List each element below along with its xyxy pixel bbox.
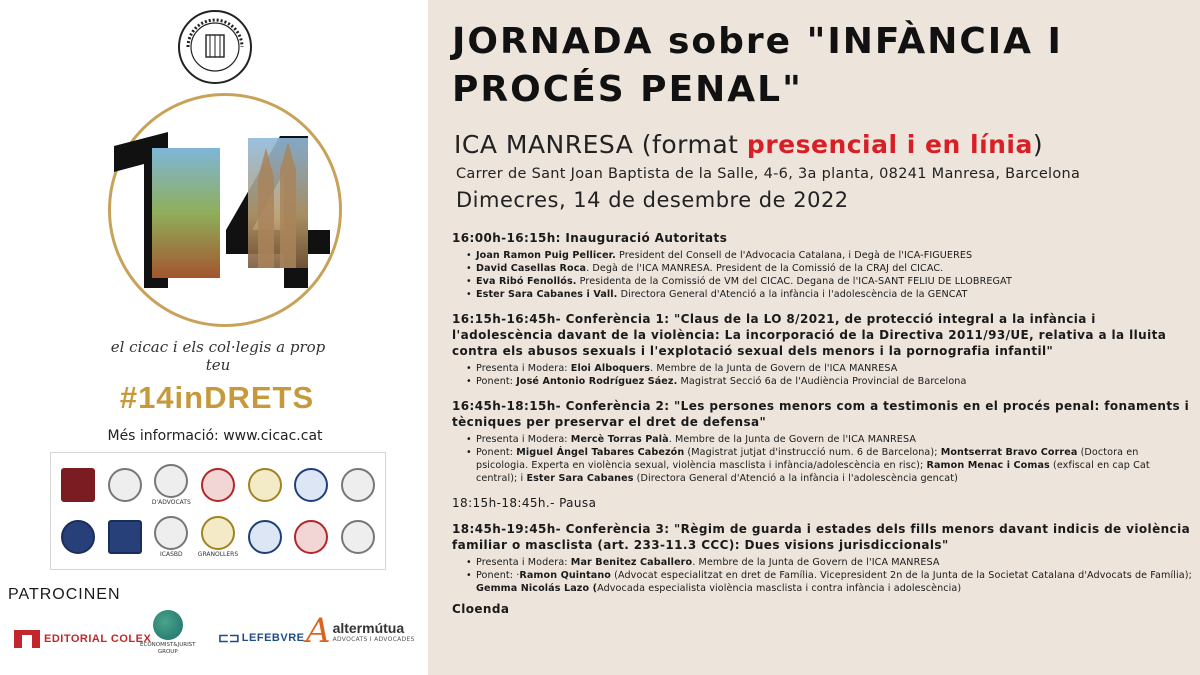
list-item: • Ponent: Miguel Ángel Tabares Cabezón (Magistrat jutjat d'instrucció num. 6 de Barcelona); Montserrat Bravo Correa (Doctora en psicologia. Experta en violència sexual, violència masclista i infància/adolescència en risc); Ramon Menac i Comas (exfiscal en cap Cat central); i Ester Sara Cabanes (Directora General d'Atenció a la infància i l'adolescència gencat)	[466, 446, 1192, 485]
bar-logo	[292, 515, 330, 559]
tree-icon	[153, 610, 183, 640]
list-item: • Ponent: ·Ramon Quintano (Advocat especialitzat en dret de Família. Vicepresident 2n de la Junta de la Societat Catalana d'Advocats de Família); Gemma Nicolás Lazo (Advocada especialista violència masclista i contra infància i adolescència)	[466, 569, 1192, 595]
bar-logo	[59, 463, 97, 507]
big-14-graphic	[108, 118, 338, 298]
sponsor-altermutua[interactable]: A altermútua ADVOCATS I ADVOCADES	[306, 611, 415, 651]
sponsors-logos	[10, 610, 422, 666]
program	[452, 230, 1192, 617]
bar-logo	[246, 515, 284, 559]
bar-associations-logos	[50, 452, 386, 570]
list-item: • Eva Ribó Fenollós. Presidenta de la Comissió de VM del CICAC. Degana de l'ICA-SANT FELIU DE LLOBREGAT	[466, 275, 1192, 288]
list-item: • David Casellas Roca. Degà de l'ICA MANRESA. President de la Comissió de la CRAJ del CICAC.	[466, 262, 1192, 275]
left-panel	[0, 0, 428, 675]
bar-logo: D'ADVOCATS	[152, 463, 190, 507]
sponsor-editorial-colex[interactable]: EDITORIAL COLEX	[14, 630, 151, 648]
session-heading: 16:00h-16:15h: Inauguració Autoritats	[452, 231, 728, 245]
list-item: • Joan Ramon Puig Pellicer. President del Consell de l'Advocacia Catalana, i Degà de l'ICA-FIGUERES	[466, 249, 1192, 262]
tagline: el cicac i els col·legis a prop teu	[110, 338, 326, 374]
bar-logo	[292, 463, 330, 507]
session-heading: 16:45h-18:15h- Conferència 2: "Les persones menors com a testimonis en el procés penal: fonaments i tècniques per preservar el dret de defensa"	[452, 399, 1190, 429]
list-item: • Presenta i Modera: Mar Benitez Caballero. Membre de la Junta de Govern de l'ICA MANRESA	[466, 556, 1192, 569]
bar-logo	[246, 463, 284, 507]
format-highlight: presencial i en línia	[746, 130, 1033, 159]
list-item: • Ester Sara Cabanes i Vall. Directora General d'Atenció a la infància i l'adolescència de la GENCAT	[466, 288, 1192, 301]
bar-logo	[339, 515, 377, 559]
colex-logo-icon	[14, 630, 40, 648]
lefebvre-logo-icon: ⊏⊐	[218, 630, 240, 645]
altermutua-logo-icon: A	[306, 611, 331, 651]
sponsor-economist-jurist[interactable]: ECONOMIST&JURIST GROUP	[140, 610, 196, 656]
cicac-seal-logo	[176, 8, 254, 86]
bar-logo	[106, 515, 144, 559]
bar-logo: ICASBD	[152, 515, 190, 559]
sponsors-label: PATROCINEN	[8, 586, 121, 603]
bar-logo: GRANOLLERS	[199, 515, 237, 559]
list-item: • Presenta i Modera: Eloi Alboquers. Membre de la Junta de Govern de l'ICA MANRESA	[466, 362, 1192, 375]
session-heading: 18:45h-19:45h- Conferència 3: "Règim de guarda i estades dels fills menors davant indicis de violència familiar o masclista (art. 233-11.3 CCC): Dues visions jurisdiccionals"	[452, 522, 1191, 552]
bar-logo	[199, 463, 237, 507]
bar-logo	[106, 463, 144, 507]
right-panel	[428, 0, 1200, 675]
bar-logo	[339, 463, 377, 507]
list-item: • Ponent: José Antonio Rodríguez Sáez. Magistrat Secció 6a de l'Audiència Provincial de Barcelona	[466, 375, 1192, 388]
page-title: JORNADA sobre "INFÀNCIA I PROCÉS PENAL"	[452, 21, 1063, 110]
pause-heading: 18:15h-18:45h.- Pausa	[452, 496, 597, 510]
closing-heading: Cloenda	[452, 602, 510, 616]
venue-line: ICA MANRESA (format presencial i en línia)	[454, 130, 1044, 159]
address: Carrer de Sant Joan Baptista de la Salle, 4-6, 3a planta, 08241 Manresa, Barcelona	[456, 166, 1081, 182]
list-item: • Presenta i Modera: Mercè Torras Palà. Membre de la Junta de Govern de l'ICA MANRESA	[466, 433, 1192, 446]
more-info-link[interactable]: Més informació: www.cicac.cat	[107, 428, 323, 444]
session-heading: 16:15h-16:45h- Conferència 1: "Claus de la LO 8/2021, de protecció integral a la infància i l'adolescència davant de la violència: La incorporació de la Directiva 2011/93/UE, relativa a la lluita contra els abusos sexuals i l'explotació sexual dels menors i la pornografia infantil"	[452, 312, 1167, 358]
bar-logo	[59, 515, 97, 559]
hashtag: #14inDRETS	[119, 380, 315, 415]
event-date: Dimecres, 14 de desembre de 2022	[456, 188, 849, 212]
sponsor-lefebvre[interactable]: ⊏⊐ LEFEBVRE	[218, 630, 305, 645]
